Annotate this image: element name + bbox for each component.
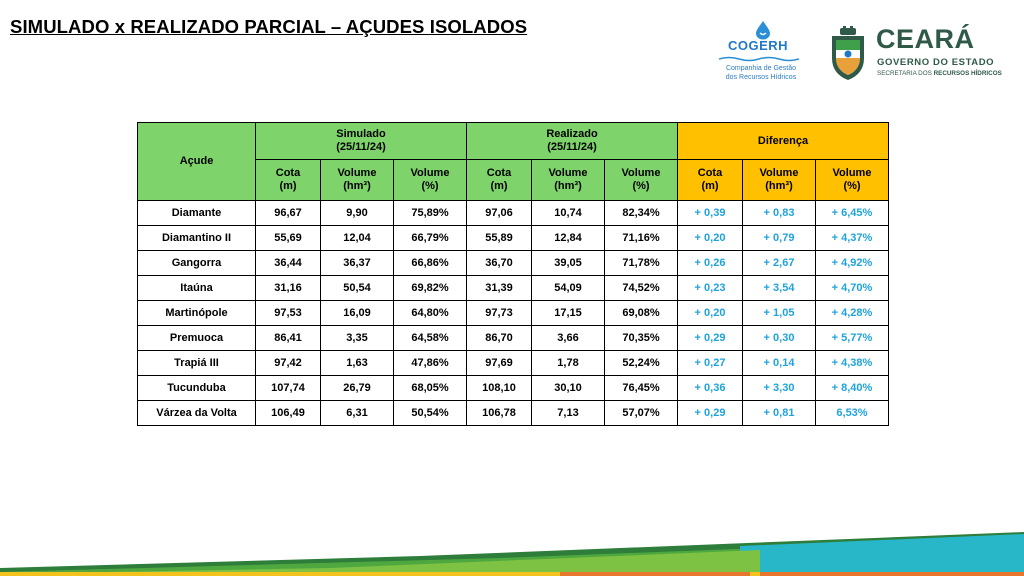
value-cell: 50,54%: [394, 401, 467, 426]
value-cell: 71,16%: [605, 226, 678, 251]
value-cell: 96,67: [256, 201, 321, 226]
subheader-cell: Volume (hm³): [743, 160, 816, 201]
difference-cell: + 0,14: [743, 351, 816, 376]
difference-cell: + 0,29: [678, 326, 743, 351]
value-cell: 97,06: [467, 201, 532, 226]
difference-cell: + 0,23: [678, 276, 743, 301]
value-cell: 74,52%: [605, 276, 678, 301]
reservoir-name-cell: Várzea da Volta: [138, 401, 256, 426]
reservoir-name-cell: Premuoca: [138, 326, 256, 351]
difference-cell: + 0,79: [743, 226, 816, 251]
difference-cell: + 4,37%: [816, 226, 889, 251]
value-cell: 69,82%: [394, 276, 467, 301]
table-row: [138, 351, 889, 376]
table-row: [138, 301, 889, 326]
difference-cell: + 0,30: [743, 326, 816, 351]
difference-cell: + 4,70%: [816, 276, 889, 301]
value-cell: 70,35%: [605, 326, 678, 351]
reservoir-name-cell: Itaúna: [138, 276, 256, 301]
value-cell: 26,79: [321, 376, 394, 401]
value-cell: 16,09: [321, 301, 394, 326]
cogerh-logo: [716, 20, 812, 86]
difference-cell: + 0,20: [678, 301, 743, 326]
subheader-cell: Volume (%): [394, 160, 467, 201]
value-cell: 97,69: [467, 351, 532, 376]
value-cell: 86,41: [256, 326, 321, 351]
difference-cell: + 0,39: [678, 201, 743, 226]
secretariat-prefix: SECRETARIA DOS: [877, 70, 934, 77]
header-simulado: Simulado (25/11/24): [256, 123, 467, 160]
value-cell: 1,63: [321, 351, 394, 376]
value-cell: 3,66: [532, 326, 605, 351]
value-cell: 107,74: [256, 376, 321, 401]
table-row: [138, 376, 889, 401]
table-row: [138, 201, 889, 226]
value-cell: 69,08%: [605, 301, 678, 326]
subheader-cell: Cota (m): [256, 160, 321, 201]
value-cell: 66,86%: [394, 251, 467, 276]
value-cell: 47,86%: [394, 351, 467, 376]
value-cell: 66,79%: [394, 226, 467, 251]
difference-cell: + 0,81: [743, 401, 816, 426]
reservoir-name-cell: Diamante: [138, 201, 256, 226]
ceara-secretariat: [877, 70, 1002, 77]
value-cell: 55,89: [467, 226, 532, 251]
value-cell: 36,70: [467, 251, 532, 276]
difference-cell: 6,53%: [816, 401, 889, 426]
value-cell: 50,54: [321, 276, 394, 301]
page-title: SIMULADO x REALIZADO PARCIAL – AÇUDES ISOLADOS: [10, 16, 528, 37]
value-cell: 75,89%: [394, 201, 467, 226]
table-row: [138, 401, 889, 426]
difference-cell: + 0,29: [678, 401, 743, 426]
difference-cell: + 8,40%: [816, 376, 889, 401]
ceara-name: CEARÁ: [876, 24, 975, 54]
value-cell: 12,04: [321, 226, 394, 251]
value-cell: 6,31: [321, 401, 394, 426]
value-cell: 97,53: [256, 301, 321, 326]
ceara-government: GOVERNO DO ESTADO: [877, 57, 995, 68]
difference-cell: + 4,28%: [816, 301, 889, 326]
value-cell: 106,49: [256, 401, 321, 426]
subheader-cell: Volume (%): [605, 160, 678, 201]
value-cell: 31,39: [467, 276, 532, 301]
ceara-logo: [826, 22, 1016, 88]
table-row: [138, 251, 889, 276]
header-diferenca: Diferença: [678, 123, 889, 160]
table-row: [138, 226, 889, 251]
water-drop-icon: [752, 20, 774, 40]
value-cell: 108,10: [467, 376, 532, 401]
reservoir-name-cell: Martinópole: [138, 301, 256, 326]
difference-cell: + 2,67: [743, 251, 816, 276]
value-cell: 76,45%: [605, 376, 678, 401]
difference-cell: + 0,27: [678, 351, 743, 376]
reservoir-name-cell: Diamantino II: [138, 226, 256, 251]
difference-cell: + 5,77%: [816, 326, 889, 351]
reservoir-name-cell: Gangorra: [138, 251, 256, 276]
value-cell: 10,74: [532, 201, 605, 226]
value-cell: 71,78%: [605, 251, 678, 276]
difference-cell: + 6,45%: [816, 201, 889, 226]
value-cell: 64,58%: [394, 326, 467, 351]
value-cell: 7,13: [532, 401, 605, 426]
cogerh-subtitle-2: dos Recursos Hídricos: [725, 74, 797, 81]
reservoir-comparison-table: [137, 122, 889, 426]
value-cell: 1,78: [532, 351, 605, 376]
table-body: [138, 201, 889, 426]
table-group-header-row: [138, 123, 889, 160]
header-realizado: Realizado (25/11/24): [467, 123, 678, 160]
subheader-cell: Cota (m): [678, 160, 743, 201]
subheader-cell: Volume (%): [816, 160, 889, 201]
reservoir-name-cell: Tucunduba: [138, 376, 256, 401]
subheader-cell: Volume (hm³): [321, 160, 394, 201]
wave-icon: [719, 56, 799, 62]
difference-cell: + 3,30: [743, 376, 816, 401]
difference-cell: + 3,54: [743, 276, 816, 301]
value-cell: 52,24%: [605, 351, 678, 376]
difference-cell: + 0,83: [743, 201, 816, 226]
value-cell: 82,34%: [605, 201, 678, 226]
value-cell: 39,05: [532, 251, 605, 276]
value-cell: 64,80%: [394, 301, 467, 326]
value-cell: 106,78: [467, 401, 532, 426]
secretariat-bold: RECURSOS HÍDRICOS: [933, 70, 1002, 77]
value-cell: 55,69: [256, 226, 321, 251]
difference-cell: + 4,38%: [816, 351, 889, 376]
cogerh-name: COGERH: [727, 38, 789, 53]
subheader-cell: Volume (hm³): [532, 160, 605, 201]
cogerh-subtitle-1: Companhia de Gestão: [725, 65, 797, 72]
difference-cell: + 0,26: [678, 251, 743, 276]
value-cell: 30,10: [532, 376, 605, 401]
value-cell: 86,70: [467, 326, 532, 351]
difference-cell: + 0,36: [678, 376, 743, 401]
value-cell: 36,44: [256, 251, 321, 276]
value-cell: 9,90: [321, 201, 394, 226]
header-acude: Açude: [138, 123, 256, 201]
difference-cell: + 0,20: [678, 226, 743, 251]
difference-cell: + 4,92%: [816, 251, 889, 276]
value-cell: 97,42: [256, 351, 321, 376]
value-cell: 31,16: [256, 276, 321, 301]
value-cell: 57,07%: [605, 401, 678, 426]
reservoir-name-cell: Trapiá III: [138, 351, 256, 376]
subheader-cell: Cota (m): [467, 160, 532, 201]
decorative-bottom-stripes: [0, 528, 1024, 576]
state-crest-icon: [826, 26, 870, 82]
table-row: [138, 326, 889, 351]
value-cell: 68,05%: [394, 376, 467, 401]
value-cell: 3,35: [321, 326, 394, 351]
difference-cell: + 1,05: [743, 301, 816, 326]
value-cell: 17,15: [532, 301, 605, 326]
value-cell: 36,37: [321, 251, 394, 276]
value-cell: 54,09: [532, 276, 605, 301]
value-cell: 97,73: [467, 301, 532, 326]
value-cell: 12,84: [532, 226, 605, 251]
table-row: [138, 276, 889, 301]
